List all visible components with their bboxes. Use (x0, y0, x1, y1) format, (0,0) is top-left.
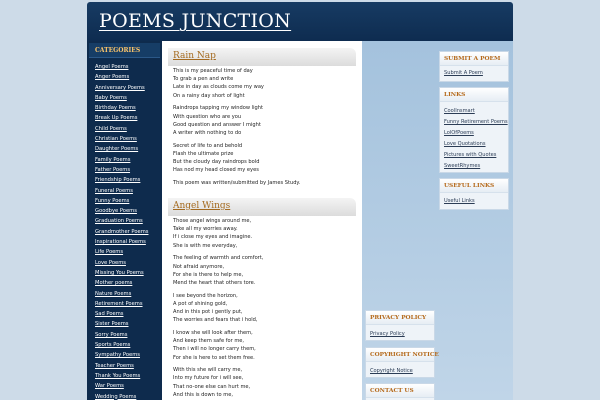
privacy-policy-title: PRIVACY POLICY (370, 315, 427, 321)
poem-line: Mend the heart that others tore. (173, 279, 256, 286)
main-content (162, 41, 362, 400)
poem-line: Those angel wings around me, (173, 218, 252, 224)
contact-us-header (366, 384, 434, 398)
submit-poem-header (440, 52, 508, 66)
category-link[interactable]: Sympathy Poems (95, 352, 140, 359)
category-link[interactable]: Christian Poems (95, 136, 137, 143)
category-link[interactable]: Sister Poems (95, 321, 129, 328)
category-link[interactable]: Retirement Poems (95, 300, 143, 307)
links-box (439, 87, 509, 173)
poem-line: Take all my worries away. (173, 226, 238, 233)
site-header (87, 2, 513, 41)
link-pictures-quotes[interactable]: Pictures with Quotes (444, 152, 497, 158)
poem-line: Not afraid anymore, (173, 263, 225, 270)
post-title-link[interactable]: Rain Nap (173, 51, 216, 61)
poem-line: For she is here to set them free. (173, 354, 255, 361)
category-link[interactable]: Family Poems (95, 156, 131, 163)
poem-line: If i close my eyes and imagine. (173, 234, 253, 241)
poem-line: Into my future for i will see, (173, 375, 244, 382)
submit-poem-link[interactable]: Submit A Poem (444, 70, 483, 76)
post-title-box (168, 198, 356, 216)
copyright-notice-title: COPYRIGHT NOTICE (370, 352, 439, 358)
poem-line: This poem was written/submitted by James Study. (173, 179, 301, 186)
right-sidebar (362, 41, 513, 400)
link-coolinsmart[interactable]: CoolInsmart (444, 108, 475, 114)
category-link[interactable]: Grandmother Poems (95, 228, 149, 235)
poem-line: Has nod my head closed my eyes (173, 167, 259, 174)
poem-line: I know she will look after them, (173, 329, 253, 336)
category-link[interactable]: Friendship Poems (95, 177, 141, 184)
poem-line: And this is down to me, (173, 391, 233, 398)
category-link[interactable]: Funny Poems (95, 197, 130, 204)
contact-us-box (365, 383, 435, 400)
category-link[interactable]: Daughter Poems (95, 146, 139, 153)
poem-line: That no-one else can hurt me, (173, 383, 251, 390)
category-link[interactable]: Funeral Poems (95, 187, 133, 194)
poem-line: With question who are you (173, 113, 242, 120)
category-link[interactable]: Life Poems (95, 249, 124, 256)
category-link[interactable]: Child Poems (95, 125, 127, 132)
category-link[interactable]: Teacher Poems (95, 362, 134, 369)
poem-line: And in this pot i gently put, (173, 309, 243, 315)
category-link[interactable]: Angel Poems (95, 64, 129, 70)
link-funny-retirement[interactable]: Funny Retirement Poems (444, 119, 508, 125)
category-link[interactable]: Sad Poems (95, 311, 124, 318)
useful-links-link[interactable]: Useful Links (444, 198, 475, 204)
category-link[interactable]: War Poems (95, 383, 124, 390)
copyright-notice-link[interactable]: Copyright Notice (370, 368, 413, 374)
privacy-policy-header (366, 311, 434, 325)
poem-line: A pot of shining gold, (173, 300, 228, 307)
link-lolofpoems[interactable]: LolOfPoems (444, 130, 474, 136)
page-wrapper (87, 2, 513, 400)
category-link[interactable]: Sports Poems (95, 342, 131, 349)
category-link[interactable]: Birthday Poems (95, 105, 136, 112)
copyright-notice-box (365, 347, 439, 378)
useful-links-title: USEFUL LINKS (444, 183, 495, 189)
poem-line: The feeling of warmth and comfort, (173, 255, 264, 262)
category-link[interactable]: Nature Poems (95, 290, 132, 297)
category-link[interactable]: Graduation Poems (95, 218, 143, 225)
poem-line: She is with me everyday, (173, 242, 238, 249)
category-link[interactable]: Love Poems (95, 259, 126, 266)
poem-line: But the cloudy day raindrops bold (173, 159, 260, 165)
post-title-link[interactable]: Angel Wings (173, 201, 231, 211)
poem-line: Raindrops tapping my window light (173, 105, 263, 112)
category-link[interactable]: Mother poems (95, 280, 133, 287)
categories-list (95, 62, 149, 400)
post-title-box (168, 48, 356, 66)
category-link[interactable]: Thank You Poems (95, 372, 141, 379)
poem-line: On a rainy day short of light (173, 92, 245, 99)
poem-line: I see beyond the horizon, (173, 292, 238, 299)
poem-line: Secret of life to and behold (173, 142, 243, 149)
category-link[interactable]: Break Up Poems (95, 115, 138, 122)
left-sidebar (87, 41, 162, 400)
link-sweetrhymes[interactable]: SweetRhymes (444, 163, 481, 169)
useful-links-box (439, 178, 509, 210)
category-link[interactable]: Baby Poems (95, 94, 127, 101)
poem-line: With this she will carry me, (173, 367, 243, 374)
copyright-notice-header (366, 348, 439, 362)
category-link[interactable]: Goodbye Poems (95, 208, 137, 215)
links-title: LINKS (444, 92, 466, 98)
category-link[interactable]: Missing You Poems (95, 269, 144, 276)
useful-links-header (440, 179, 508, 193)
poem-line: Late in day as clouds come my way (173, 84, 264, 91)
poem-line: Then i will no longer carry them, (173, 346, 256, 353)
privacy-policy-link[interactable]: Privacy Policy (370, 331, 405, 337)
poem-line: Good question and answer I might (173, 121, 261, 128)
category-link[interactable]: Father Poems (95, 166, 131, 173)
category-link[interactable]: Inspirational Poems (95, 239, 146, 246)
category-link[interactable]: Wedding Poems (95, 393, 137, 400)
submit-poem-title: SUBMIT A POEM (444, 56, 501, 62)
poem-line: This is my peaceful time of day (173, 68, 253, 74)
contact-us-title: CONTACT US (370, 388, 414, 394)
category-link[interactable]: Sorry Poems (95, 331, 128, 338)
privacy-policy-box (365, 310, 435, 341)
poem-line: For she is there to help me, (173, 271, 244, 278)
poem-line: And keep them safe for me, (173, 338, 245, 345)
link-love-quotations[interactable]: Love Quotations (444, 141, 486, 147)
categories-header (89, 43, 160, 58)
poem-line: The worries and fears that i hold, (173, 317, 258, 324)
categories-title: CATEGORIES (95, 47, 141, 54)
links-header (440, 88, 508, 102)
poem-line: Flash the ultimate prize (173, 150, 234, 157)
category-link[interactable]: Anniversary Poems (95, 84, 145, 91)
site-title-link[interactable]: POEMS JUNCTION (99, 10, 292, 32)
submit-poem-box (439, 51, 509, 82)
poem-line: To grab a pen and write (173, 76, 234, 83)
poem-line: A writer with nothing to do (173, 129, 242, 136)
category-link[interactable]: Anger Poems (95, 74, 130, 81)
